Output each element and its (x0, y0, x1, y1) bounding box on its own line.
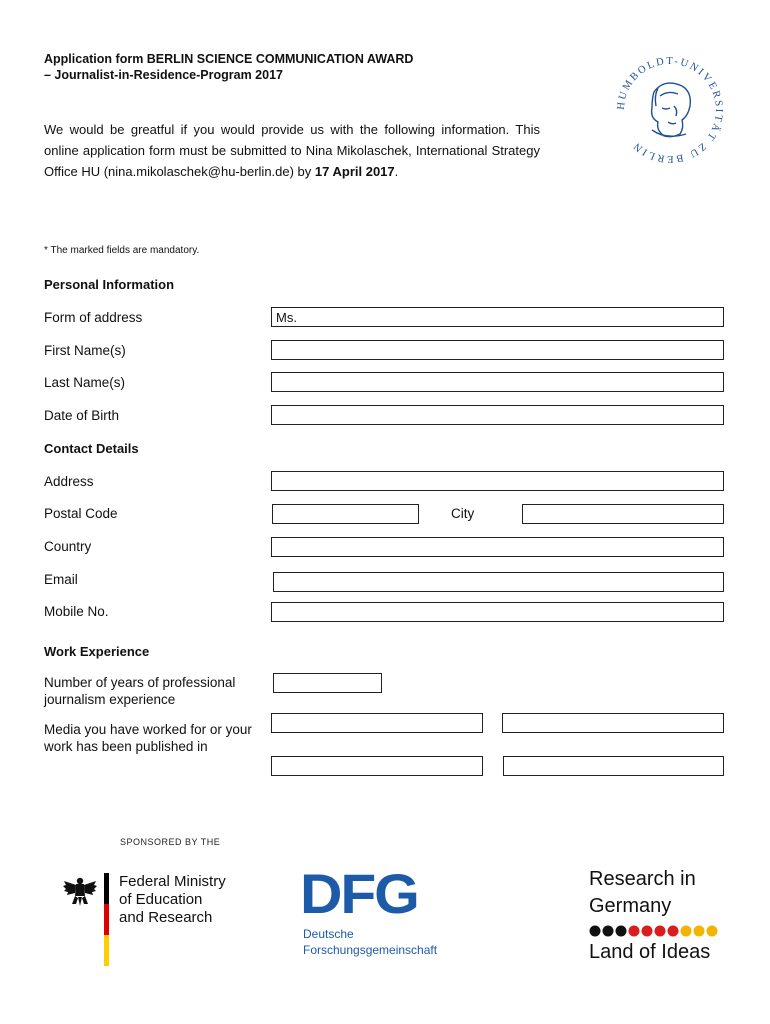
bmbf-logo-text (119, 873, 226, 927)
seal-portrait-icon (652, 83, 691, 137)
seal-ring-text: HUMBOLDT-UNIVERSITÄT ZU BERLIN (615, 55, 725, 165)
flag-stripe-gold (104, 935, 109, 966)
last-name-field[interactable] (271, 372, 724, 392)
section-heading-personal: Personal Information (44, 277, 175, 292)
media-field-2[interactable] (502, 713, 724, 733)
years-experience-field[interactable] (273, 673, 382, 693)
federal-eagle-icon (62, 873, 98, 909)
country-field[interactable] (271, 537, 724, 557)
media-label-line1: Media you have worked for or your (44, 722, 252, 737)
intro-text: We would be greatful if you would provide us with the following information. This online application form must be submitted to Nina Mikolaschek, International Strategy Office HU (nina.mikolaschek@hu-berlin.de) by (44, 122, 540, 179)
section-heading-work: Work Experience (44, 644, 150, 659)
form-title-line1: Application form BERLIN SCIENCE COMMUNICATION AWARD (44, 52, 414, 66)
email-label: Email (44, 572, 78, 587)
dfg-line2: Forschungsgemeinschaft (303, 943, 438, 957)
intro-end: . (394, 164, 399, 179)
dfg-line1: Deutsche (303, 927, 354, 941)
sponsored-by-label: SPONSORED BY THE (120, 837, 221, 847)
media-field-1[interactable] (271, 713, 483, 733)
mobile-field[interactable] (271, 602, 724, 622)
years-experience-label-line2: journalism experience (44, 692, 176, 707)
form-title-line2: – Journalist-in-Residence-Program 2017 (44, 68, 283, 82)
first-name-label: First Name(s) (44, 343, 126, 358)
address-field[interactable] (271, 471, 724, 491)
form-of-address-field[interactable] (271, 307, 724, 327)
rig-line3: Land of Ideas (589, 941, 711, 963)
first-name-field[interactable] (271, 340, 724, 360)
media-label (44, 721, 252, 755)
country-label: Country (44, 539, 92, 554)
date-of-birth-label: Date of Birth (44, 408, 120, 423)
dfg-logo: DFG (300, 862, 418, 925)
intro-paragraph (44, 119, 540, 182)
mandatory-note: * The marked fields are mandatory. (44, 245, 200, 256)
dfg-name (303, 926, 437, 958)
land-of-ideas-dots-icon (589, 924, 719, 938)
city-label: City (451, 506, 475, 521)
flag-stripe-red (104, 904, 109, 935)
date-of-birth-field[interactable] (271, 405, 724, 425)
deadline-text: 17 April 2017 (314, 164, 395, 179)
bmbf-line1: Federal Ministry (119, 873, 226, 890)
last-name-label: Last Name(s) (44, 375, 126, 390)
media-field-3[interactable] (271, 756, 483, 776)
rig-line2: Germany (589, 895, 672, 917)
postal-code-field[interactable] (272, 504, 419, 524)
years-experience-label (44, 674, 235, 708)
form-of-address-label: Form of address (44, 310, 143, 325)
media-label-line2: work has been published in (44, 739, 208, 754)
humboldt-university-seal-logo (612, 52, 728, 168)
research-in-germany-logo-text (589, 866, 696, 920)
section-heading-contact: Contact Details (44, 441, 139, 456)
media-field-4[interactable] (503, 756, 724, 776)
bmbf-line2: of Education (119, 891, 203, 908)
postal-code-label: Postal Code (44, 506, 118, 521)
svg-text:HUMBOLDT-UNIVERSITÄT ZU BERLIN (616, 56, 724, 164)
flag-stripe-black (104, 873, 109, 904)
city-field[interactable] (522, 504, 724, 524)
email-field[interactable] (273, 572, 724, 592)
mobile-label: Mobile No. (44, 604, 109, 619)
rig-line1: Research in (589, 868, 696, 890)
address-label: Address (44, 474, 94, 489)
form-title (44, 51, 413, 83)
years-experience-label-line1: Number of years of professional (44, 675, 236, 690)
bmbf-line3: and Research (119, 909, 213, 926)
